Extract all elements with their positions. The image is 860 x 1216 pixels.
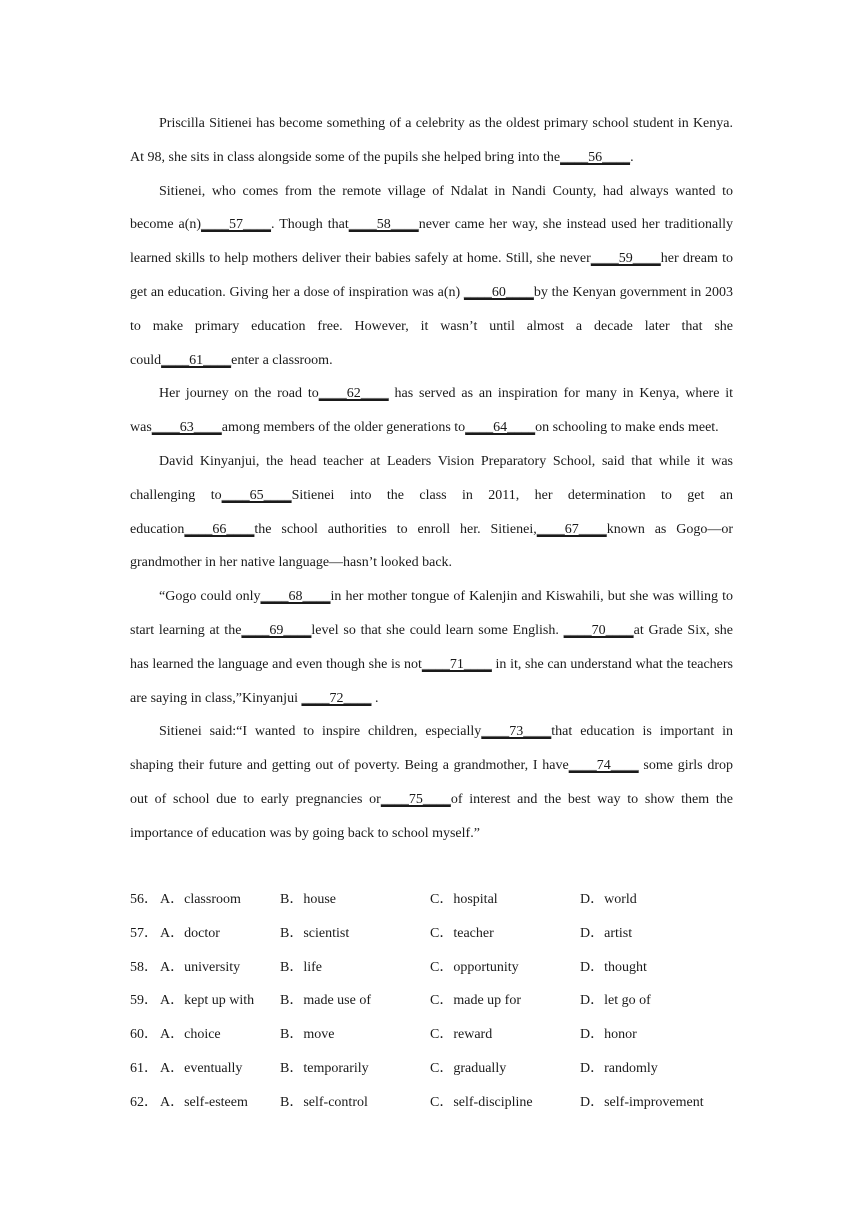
- text-run: Her journey on the road to: [159, 386, 319, 402]
- option-d: D．randomly: [580, 1060, 658, 1076]
- answer-blank-65: ____65____: [221, 487, 292, 503]
- paragraph: [130, 715, 733, 850]
- question-row: [130, 1018, 750, 1052]
- answer-blank-69: ____69____: [241, 622, 312, 638]
- text-run: known as Gogo—or grandmother in her native language—hasn’t looked back.: [130, 521, 733, 571]
- option-a: A．doctor: [160, 925, 220, 941]
- question-row: [130, 1086, 750, 1120]
- option-c: C．reward: [430, 1027, 493, 1043]
- text-run: among members of the older generations to: [221, 420, 466, 436]
- question-row: [130, 1052, 750, 1086]
- text-run: in her mother tongue of Kalenjin and Kiswahili, but she was willing to start learning at the: [130, 589, 733, 638]
- answer-blank-75: ____75____: [380, 791, 451, 807]
- answer-blank-60: ____60____: [463, 284, 534, 300]
- option-c: C．teacher: [430, 925, 494, 941]
- text-run: the school authorities to enroll her. Sitienei,: [254, 521, 537, 537]
- text-run: . Though that: [271, 217, 349, 233]
- question-row: [130, 917, 750, 951]
- answer-blank-68: ____68____: [260, 589, 331, 605]
- answer-blank-62: ____62____: [318, 386, 389, 402]
- answer-blank-72: ____72____: [301, 690, 372, 706]
- question-number: 58．: [130, 959, 158, 975]
- text-run: Sitienei said:“I wanted to inspire children, especially: [159, 724, 482, 740]
- answer-blank-58: ____58____: [348, 217, 419, 233]
- text-run: “Gogo could only: [159, 589, 261, 605]
- answer-blank-71: ____71____: [421, 656, 492, 672]
- question-number: 62．: [130, 1094, 158, 1110]
- option-c: C．made up for: [430, 993, 521, 1009]
- text-run: .: [371, 690, 379, 706]
- question-number: 61．: [130, 1060, 158, 1076]
- answer-blank-73: ____73____: [481, 724, 552, 740]
- option-a: A．classroom: [160, 892, 241, 907]
- text-run: level so that she could learn some English.: [311, 622, 564, 638]
- text-run: David Kinyanjui, the head teacher at Leaders Vision Preparatory School, said that while it was challenging to: [130, 453, 733, 503]
- text-run: at Grade Six, she has learned the language and even though she is not: [130, 622, 733, 672]
- answer-blank-66: ____66____: [184, 521, 255, 537]
- answer-blank-61: ____61____: [161, 352, 232, 368]
- option-b: B．move: [280, 1027, 335, 1043]
- answer-blank-56: ____56____: [560, 149, 631, 165]
- option-b: B．house: [280, 892, 336, 907]
- option-c: C．gradually: [430, 1060, 507, 1076]
- question-number: 57．: [130, 925, 158, 941]
- text-run: in it, she can understand what the teachers are saying in class,”Kinyanjui: [130, 656, 733, 706]
- text-run: enter a classroom.: [231, 352, 333, 368]
- text-run: some girls drop out of school due to early pregnancies or: [130, 758, 733, 807]
- option-d: D．let go of: [580, 993, 651, 1009]
- option-d: D．honor: [580, 1027, 637, 1043]
- question-row: [130, 883, 750, 917]
- option-c: C．opportunity: [430, 959, 519, 975]
- text-run: Sitienei into the class in 2011, her determination to get an education: [130, 487, 734, 537]
- option-a: A．self-esteem: [160, 1094, 248, 1110]
- text-run: her dream to get an education. Giving her a dose of inspiration was a(n): [130, 251, 733, 300]
- answer-blank-63: ____63____: [151, 420, 222, 436]
- text-run: of interest and the best way to show them the importance of education was by going back to school myself.”: [130, 791, 733, 841]
- paragraph: [130, 107, 733, 175]
- option-b: B．temporarily: [280, 1060, 369, 1076]
- answer-blank-70: ____70____: [563, 622, 634, 638]
- question-number: 59．: [130, 993, 158, 1009]
- answer-blank-74: ____74____: [568, 758, 639, 774]
- text-run: by the Kenyan government in 2003 to make primary education free. However, it wasn’t until almost a decade later that she could: [130, 284, 733, 368]
- paragraph: [130, 580, 733, 715]
- question-row: [130, 984, 750, 1018]
- question-number: 60．: [130, 1027, 158, 1043]
- paragraph: [130, 175, 733, 378]
- option-b: B．self-control: [280, 1094, 368, 1110]
- text-run: that education is important in shaping their future and getting out of poverty. Being a grandmother, I have: [130, 724, 733, 774]
- option-b: B．life: [280, 959, 322, 975]
- answer-blank-67: ____67____: [536, 521, 607, 537]
- text-run: Sitienei, who comes from the remote village of Ndalat in Nandi County, had always wanted to become a(n): [130, 183, 733, 233]
- paragraph: [130, 445, 733, 580]
- option-a: A．kept up with: [160, 993, 255, 1009]
- text-run: on schooling to make ends meet.: [535, 420, 719, 436]
- option-a: A．choice: [160, 1027, 221, 1043]
- answer-options: [130, 883, 750, 1120]
- option-d: D．self-improvement: [580, 1094, 704, 1110]
- answer-blank-59: ____59____: [590, 251, 661, 267]
- option-d: D．thought: [580, 959, 647, 975]
- question-number: 56．: [130, 892, 158, 907]
- option-c: C．hospital: [430, 892, 498, 907]
- paragraph: [130, 377, 733, 445]
- answer-blank-64: ____64____: [465, 420, 536, 436]
- question-row: [130, 951, 750, 985]
- text-run: never came her way, she instead used her traditionally learned skills to help mothers deliver their babies safely at home. Still, she never: [130, 217, 733, 267]
- option-d: D．artist: [580, 925, 633, 941]
- option-b: B．made use of: [280, 993, 371, 1009]
- passage: [130, 107, 733, 851]
- option-d: D．world: [580, 892, 637, 907]
- option-a: A．university: [160, 959, 241, 975]
- option-c: C．self-discipline: [430, 1094, 533, 1110]
- option-b: B．scientist: [280, 925, 350, 941]
- text-run: has served as an inspiration for many in Kenya, where it was: [130, 386, 734, 436]
- text-run: .: [630, 149, 634, 165]
- option-a: A．eventually: [160, 1060, 243, 1076]
- text-run: Priscilla Sitienei has become something of a celebrity as the oldest primary school student in Kenya. At 98, she sits in class alongside some of the pupils she helped bring into the: [130, 116, 733, 165]
- answer-blank-57: ____57____: [201, 217, 272, 233]
